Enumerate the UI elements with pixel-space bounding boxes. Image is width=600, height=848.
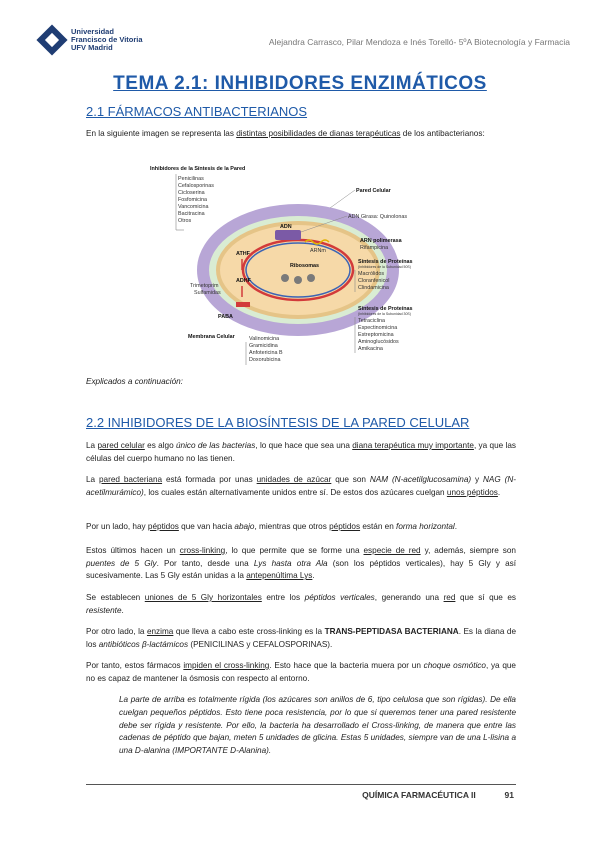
paragraph-2 — [86, 474, 516, 499]
mrna-label: ARNm — [310, 248, 326, 254]
text: . Es la diana de los — [86, 627, 517, 649]
30s-drug-item: Espectinomicina — [358, 325, 398, 331]
50s-drug-item: Cloranfenicol — [358, 278, 390, 284]
text: Por otro lado, la — [86, 627, 147, 636]
section-heading-2-2: 2.2 INHIBIDORES DE LA BIOSÍNTESIS DE LA PARED CELULAR — [86, 415, 470, 430]
paba-label: PABA — [218, 314, 233, 320]
underlined-text: antepenúltima Lys — [246, 571, 313, 581]
text: Se establecen — [86, 593, 145, 602]
text: La — [86, 475, 99, 484]
italic-text: NAG (N-acetilmurámico) — [86, 475, 516, 497]
text: . Esto hace que la bacteria muera por un — [269, 661, 424, 670]
paragraph-5 — [86, 592, 516, 617]
figure-caption: Explicados a continuación: — [86, 377, 183, 386]
text: , ya que no es capaz de mantener la ósmosis con respecto al entorno. — [86, 661, 516, 683]
text: , lo que hace que sea una — [255, 441, 353, 450]
ribosome-icon — [307, 274, 315, 282]
paragraph-4 — [86, 545, 516, 583]
ribosome-icon — [294, 276, 302, 284]
text: están en — [360, 522, 397, 531]
30s-drug-item: Tetraciclina — [358, 318, 385, 324]
protein-synthesis-30s-title: Síntesis de Proteínas — [358, 306, 413, 312]
text: que lleva a cabo este cross-linking es la — [173, 627, 325, 636]
header-authors: Alejandra Carrasco, Pilar Mendoza e Inés Torelló- 5ºA Biotecnología y Farmacia — [268, 37, 570, 47]
section-heading-2-1: 2.1 FÁRMACOS ANTIBACTERIANOS — [86, 104, 308, 119]
italic-text: resistente — [86, 605, 122, 615]
underlined-text: péptidos — [147, 522, 179, 531]
intro-text-end: de los antibacterianos: — [400, 129, 485, 138]
30s-drug-item: Aminoglucósidos — [358, 339, 399, 345]
underlined-text: unos péptidos — [446, 487, 498, 497]
adhf-label: ADHF — [236, 278, 251, 284]
protein-synthesis-50s-title: Síntesis de Proteínas — [358, 259, 413, 265]
trimethoprim-label: Trimetoprim — [190, 283, 219, 289]
text: (PENICILINAS y CEFALOSPORINAS). — [188, 639, 333, 649]
paragraph-1 — [86, 440, 516, 465]
logo-line-2: Francisco de Vitoria — [71, 35, 143, 44]
text: que van hacia — [178, 522, 235, 531]
rna-polymerase-drug: Rifampicina — [360, 245, 389, 251]
intro-paragraph — [86, 128, 516, 141]
text: . — [312, 571, 315, 581]
paragraph-3 — [86, 521, 516, 534]
text: es algo — [144, 441, 176, 450]
italic-text: choque osmótico — [423, 661, 486, 670]
30s-drug-item: Estreptomicina — [358, 332, 394, 338]
wall-drug-item: Otros — [178, 218, 192, 224]
wall-drug-item: Cicloserina — [178, 190, 205, 196]
membrane-drug-item: Valinomicina — [249, 336, 280, 342]
italic-text: NAM (N-acetilglucosamina) — [369, 475, 472, 484]
membrane-drug-item: Gramicidina — [249, 343, 278, 349]
wall-drug-item: Vancomicina — [178, 204, 209, 210]
page-number: 91 — [504, 790, 514, 800]
italic-text: puentes de 5 Gly — [86, 558, 157, 568]
50s-drug-item: Clindamicina — [358, 285, 389, 291]
30s-drug-item: Amikacina — [358, 346, 383, 352]
wall-drug-list — [178, 176, 214, 224]
text: . — [454, 522, 458, 531]
rna-polymerase-title: ARN polimerasa — [360, 238, 402, 244]
text: , generando una — [374, 593, 444, 602]
ribosome-icon — [281, 274, 289, 282]
text: . — [497, 487, 501, 497]
intro-text: En la siguiente imagen se representa las — [86, 129, 237, 138]
underlined-text: especie de red — [363, 546, 421, 555]
text: , ya que las células del cuerpo humano no las tienen. — [86, 441, 516, 463]
text: Estos últimos hacen un — [86, 546, 180, 555]
wall-drug-item: Fosfomicina — [178, 197, 208, 203]
underlined-text: impiden el cross-linking — [183, 661, 270, 670]
italic-text: abajo — [234, 522, 255, 531]
sulfonamides-label: Sulfamidas — [194, 290, 221, 296]
underlined-text: cross-linking — [179, 546, 226, 555]
dna-block — [275, 230, 301, 240]
italic-text: forma horizontal — [396, 522, 455, 531]
italic-text: único de las bacterias — [175, 441, 256, 450]
paragraph-7 — [86, 660, 516, 685]
membrane-drug-item: Doxorubicina — [249, 357, 281, 363]
underlined-text: pared celular — [97, 441, 145, 450]
logo-line-1: Universidad — [71, 27, 114, 36]
membrane-drug-item: Anfotericina B — [249, 350, 283, 356]
text: Por un lado, hay — [86, 522, 148, 531]
wall-inhibitors-title: Inhibidores de la Síntesis de la Pared — [150, 166, 246, 172]
text: , lo que permite que se forme una — [225, 546, 364, 555]
footer-course: QUÍMICA FARMACÉUTICA II — [362, 790, 476, 800]
italic-text: antibióticos β-lactámicos — [98, 639, 189, 649]
text: y, además, siempre son — [420, 546, 516, 555]
underlined-text: enzima — [146, 627, 174, 636]
ufv-logo-icon — [36, 24, 67, 55]
text: . Por tanto, desde una — [156, 558, 254, 568]
text: , los cuales están alternativamente unidos entre sí. De estos dos azúcares cuelgan — [143, 487, 447, 497]
underlined-text: red — [443, 593, 456, 602]
bold-text: TRANS-PEPTIDASA BACTERIANA — [324, 627, 459, 636]
text: Por tanto, estos fármacos — [86, 661, 184, 670]
text: entre los — [261, 593, 305, 602]
paragraph-6 — [86, 626, 516, 651]
text: que son — [331, 475, 370, 484]
text: y — [471, 475, 483, 484]
underlined-text: unidades de azúcar — [256, 475, 332, 484]
ribosomes-label: Ribosomas — [290, 263, 320, 269]
dna-gyrase-label: ADN Girasa: Quinolonas — [348, 214, 408, 220]
page-title: TEMA 2.1: INHIBIDORES ENZIMÁTICOS — [113, 73, 487, 94]
text: . — [121, 605, 124, 615]
text: , mientras que otros — [254, 522, 330, 531]
athf-label: ATHF — [236, 251, 250, 257]
footer-divider — [86, 784, 516, 785]
underlined-text: péptidos — [329, 522, 361, 531]
intro-underlined: distintas posibilidades de dianas terapéuticas — [236, 129, 401, 138]
text: La — [86, 441, 98, 450]
protein-synthesis-50s-subtitle: (Inhibidores de la Subunidad 50S) — [358, 265, 411, 269]
cell-membrane-label: Membrana Celular — [188, 334, 235, 340]
cell-wall-label: Pared Celular — [356, 188, 391, 194]
wall-drug-item: Penicilinas — [178, 176, 204, 182]
wall-drug-item: Cefalosporinas — [178, 183, 214, 189]
wall-drug-item: Bacitracina — [178, 211, 205, 217]
page-footer — [362, 790, 514, 800]
text: (son los péptidos verticales), hay 5 Gly y así sucesivamente. Las 5 Gly están unidas a la — [86, 558, 516, 581]
university-logo — [38, 28, 143, 52]
logo-text — [71, 28, 143, 52]
text: está formada por unas — [162, 475, 257, 484]
italic-text: Lys hasta otra Ala — [253, 558, 328, 568]
text: que sí que es — [455, 593, 517, 602]
dna-label: ADN — [280, 224, 292, 230]
antibacterial-targets-diagram — [150, 160, 450, 370]
logo-line-3: UFV Madrid — [71, 43, 113, 52]
underlined-text: pared bacteriana — [99, 475, 163, 484]
explanation-quote: La parte de arriba es totalmente rígida (los azúcares son anillos de 6, tipo celulosa que son rígidas). De ella cuelgan pequeños péptidos. Esto tiene poca resistencia, por lo que si queremos tener una pared resistente debe ser rígida y resistente. Por ello, la bacteria ha desarrollado el Cross-linking, de manera que entre las cadenas de péptido que bajan, meten 5 unidades de glicina. Estas 5 unidades, siempre van de una L-lisina a una D-alanina (IMPORTANTE D-Alanina). — [119, 695, 516, 756]
underlined-text: uniones de 5 Gly horizontales — [144, 593, 262, 602]
paba-marker — [236, 302, 250, 307]
italic-text: péptidos verticales — [304, 593, 375, 602]
50s-drug-item: Macrólidos — [358, 271, 385, 277]
underlined-text: diana terapéutica muy importante — [352, 441, 474, 450]
protein-synthesis-30s-subtitle: (Inhibidores de la Subunidad 30S) — [358, 312, 411, 316]
